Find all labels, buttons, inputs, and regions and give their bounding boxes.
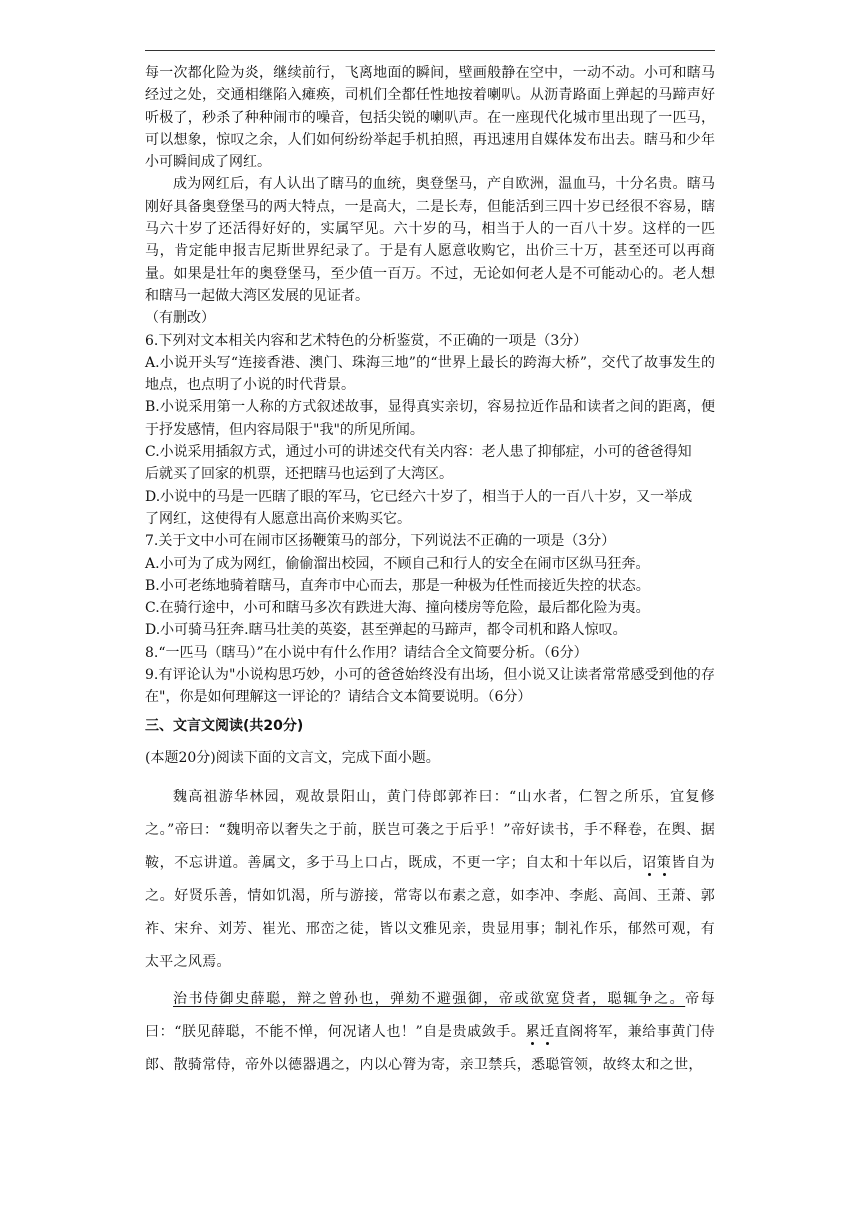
section-intro: (本题20分)阅读下面的文言文，完成下面小题。 (145, 749, 440, 766)
question-option: 了网红，这使得有人愿意出高价来购买它。 (145, 510, 411, 527)
story-paragraph: 成为网红后，有人认出了瞎马的血统，奥登堡马，产自欧洲，温血马，十分名贵。瞎马刚好具备奥登堡马的两大特点，一是高大，二是长寿，但能活到三四十岁已经很不容易，瞎马六十岁了还活得好好的，实属罕见。六十岁的马，相当于人的一百八十岁。这样的一匹马，肯定能申报吉尼斯世界纪录了。于是有人愿意收购它，出价三十万，甚至还可以再商量。如果是壮年的奥登堡马，至少值一百万。不过，无论如何老人是不可能动心的。老人想和瞎马一起做大湾区发展的见证者。 (145, 176, 715, 304)
page-content (145, 62, 715, 1082)
question-line: 6.下列对文本相关内容和艺术特色的分析鉴赏，不正确的一项是（3分） (145, 332, 588, 349)
emphasis-dot-char: 迁 (540, 1023, 555, 1040)
story-paragraph: 每一次都化险为炎，继续前行，飞离地面的瞬间，壁画般静在空中，一动不动。小可和瞎马经过之处，交通相继陷入瘫痪，司机们全都任性地按着喇叭。从沥青路面上弹起的马蹄声好听极了，秒杀了种种闹市的噪音，包括尖锐的喇叭声。在一座现代化城市里出现了一匹马，可以想象，惊叹之余，人们如何纷纷举起手机拍照，再迅速用自媒体发布出去。瞎马和少年小可瞬间成了网红。 (145, 65, 715, 171)
question-line: 9.有评论认为"小说构思巧妙，小可的爸爸始终没有出场，但小说又让读者常常感受到他的存在"，你是如何理解这一评论的？请结合文本简要说明。（6分） (145, 667, 715, 706)
classical-text: 皆自为之。好贤乐善，情如饥渴，所与游接，常寄以布素之意，如李冲、李彪、高闾、王萧、郭祚、宋弁、刘芳、崔光、邢峦之徒，皆以文雅见亲，贵显用事；制礼作乐，郁然可观，有太平之风焉。 (145, 854, 715, 970)
question-option: C.在骑行途中，小可和瞎马多次有跌进大海、撞向楼房等危险，最后都化险为夷。 (145, 600, 650, 617)
question-option: A.小说开头写“连接香港、澳门、珠海三地”的“世界上最长的跨海大桥”，交代了故事发生的地点，也点明了小说的时代背景。 (145, 354, 715, 394)
underlined-sentence: 治书侍御史薛聪，辩之曾孙也，弹劾不避强御，帝或欲宽贷者，聪辄争之。 (173, 990, 686, 1007)
question-option: B.小可老练地骑着瞎马，直奔市中心而去，那是一种极为任性而接近失控的状态。 (145, 577, 650, 594)
question-option: A.小可为了成为网红，偷偷溜出校园，不顾自己和行人的安全在闹市区纵马狂奔。 (145, 555, 650, 572)
classical-paragraph (145, 781, 715, 979)
section-heading: 三、文言文阅读(共20分) (145, 717, 304, 734)
classical-text: 帝每曰：“朕见薛聪，不能不惮，何况诸人也！”自是贵戚敛手。 (145, 990, 715, 1040)
question-line: 8.“一匹马（瞎马）”在小说中有什么作用？请结合全文简要分析。（6分） (145, 644, 588, 661)
emphasis-dot-char: 累 (525, 1023, 541, 1040)
question-option: D.小说中的马是一匹瞎了眼的军马，它已经六十岁了，相当于人的一百八十岁，又一举成 (145, 488, 693, 505)
question-option: B.小说采用第一人称的方式叙述故事，显得真实亲切，容易拉近作品和读者之间的距离，便于抒发感情，但内容局限于"我"的所见所闻。 (145, 399, 715, 438)
emphasis-dot-char: 策 (656, 854, 672, 871)
classical-paragraph (145, 983, 715, 1082)
question-option: C.小说采用插叙方式，通过小可的讲述交代有关内容：老人患了抑郁症，小可的爸爸得知 (145, 444, 692, 461)
classical-text: 魏高祖游华林园，观故景阳山，黄门侍郎郭祚曰：“山水者，仁智之所乐，宜复修之。”帝曰：“魏明帝以奢失之于前，朕岂可袭之于后乎！”帝好读书，手不释卷，在舆、据鞍，不忘讲道。善属文，多于马上口占，既成，不更一字；自太和十年以后， (145, 788, 715, 871)
question-line: 7.关于文中小可在闹市区扬鞭策马的部分，下列说法不正确的一项是（3分） (145, 533, 616, 550)
question-option: 后就买了回家的机票，还把瞎马也运到了大湾区。 (145, 466, 453, 483)
question-option: D.小可骑马狂奔.瞎马壮美的英姿，甚至弹起的马蹄声，都令司机和路人惊叹。 (145, 622, 627, 639)
classical-text: 直阁将军，兼给事黄门侍郎、散骑常侍，帝外以德器遇之，内以心膂为寄，亲卫禁兵，悉聪管领，故终太和之世， (145, 1023, 715, 1073)
top-rule (145, 50, 715, 51)
emphasis-dot-char: 诏 (642, 854, 657, 871)
edit-note: （有删改） (145, 310, 215, 327)
